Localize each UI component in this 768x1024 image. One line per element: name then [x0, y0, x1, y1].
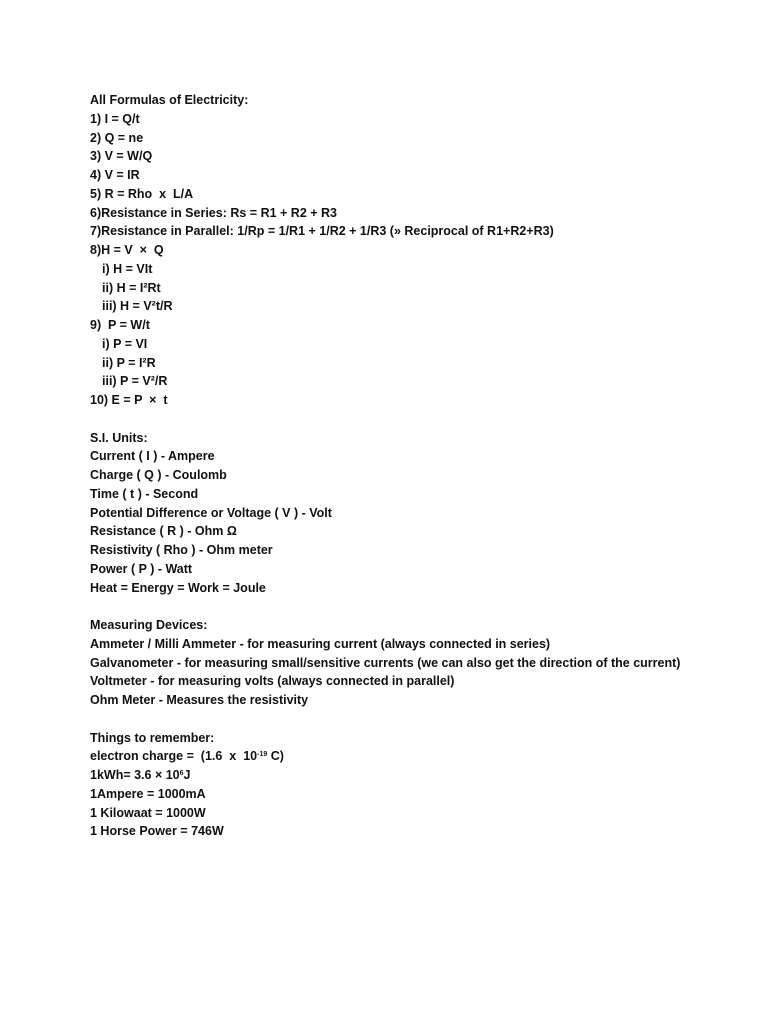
- measuring-device-line: Galvanometer - for measuring small/sensitive currents (we can also get the direction of the current): [90, 655, 681, 670]
- remember-section: [90, 729, 700, 842]
- si-unit-line: Potential Difference or Voltage ( V ) - Volt: [90, 505, 332, 520]
- formula-line: i) P = VI: [102, 336, 148, 351]
- electron-charge-line: [90, 747, 700, 766]
- si-units-section: [90, 429, 700, 598]
- document-page: [90, 91, 700, 841]
- si-unit-line: Current ( I ) - Ampere: [90, 449, 215, 464]
- formula-line: iii) H = V²t/R: [102, 299, 173, 314]
- kwh-line: [90, 766, 700, 785]
- si-unit-line: Resistivity ( Rho ) - Ohm meter: [90, 543, 273, 557]
- section-gap: [90, 410, 700, 429]
- remember-line: 1Ampere = 1000mA: [90, 786, 206, 801]
- si-unit-line: Charge ( Q ) - Coulomb: [90, 468, 227, 482]
- si-unit-line: Power ( P ) - Watt: [90, 561, 193, 576]
- si-unit-line: Resistance ( R ) - Ohm Ω: [90, 524, 237, 539]
- measuring-devices-heading: Measuring Devices:: [90, 618, 208, 632]
- kwh-prefix: 1kWh= 3.6 × 10: [90, 768, 180, 782]
- measuring-devices-section: [90, 616, 700, 710]
- formulas-heading: All Formulas of Electricity:: [90, 93, 249, 107]
- formula-line: 4) V = IR: [90, 168, 140, 182]
- section-gap: [90, 597, 700, 616]
- si-unit-line: Heat = Energy = Work = Joule: [90, 580, 266, 595]
- formula-line: 10) E = P × t: [90, 393, 168, 407]
- formula-line: 7)Resistance in Parallel: 1/Rp = 1/R1 + 1/R2 + 1/R3 (» Reciprocal of R1+R2+R3): [90, 224, 554, 239]
- remember-list: [90, 785, 700, 841]
- formula-line: i) H = VIt: [102, 261, 153, 276]
- measuring-device-line: Voltmeter - for measuring volts (always connected in parallel): [90, 674, 455, 689]
- remember-line: 1 Kilowaat = 1000W: [90, 805, 206, 820]
- electron-charge-suffix: C): [267, 749, 284, 764]
- remember-line: 1 Horse Power = 746W: [90, 824, 224, 839]
- measuring-devices-list: [90, 635, 700, 710]
- formula-line: 5) R = Rho x L/A: [90, 186, 194, 201]
- electron-charge-prefix: electron charge = (1.6 x 10: [90, 749, 258, 764]
- formula-line: ii) P = I²R: [102, 355, 156, 370]
- kwh-suffix: J: [183, 768, 191, 782]
- formula-line: 3) V = W/Q: [90, 149, 153, 164]
- si-units-heading: S.I. Units:: [90, 430, 148, 445]
- formula-line: 1) I = Q/t: [90, 111, 140, 126]
- measuring-device-line: Ohm Meter - Measures the resistivity: [90, 693, 309, 707]
- formula-line: ii) H = I²Rt: [102, 280, 161, 295]
- si-units-list: [90, 447, 700, 597]
- formula-line: iii) P = V²/R: [102, 374, 168, 389]
- formula-line: 2) Q = ne: [90, 130, 144, 145]
- remember-heading: Things to remember:: [90, 730, 215, 745]
- section-gap: [90, 710, 700, 729]
- formula-line: 6)Resistance in Series: Rs = R1 + R2 + R3: [90, 205, 337, 220]
- measuring-device-line: Ammeter / Milli Ammeter - for measuring current (always connected in series): [90, 636, 551, 651]
- formula-list: [90, 110, 700, 410]
- si-unit-line: Time ( t ) - Second: [90, 486, 199, 501]
- formula-line: 9) P = W/t: [90, 318, 150, 332]
- electron-charge-exponent: -19: [257, 751, 268, 759]
- kwh-exponent: 6: [179, 770, 184, 777]
- formulas-section: [90, 91, 700, 410]
- formula-line: 8)H = V × Q: [90, 243, 164, 257]
